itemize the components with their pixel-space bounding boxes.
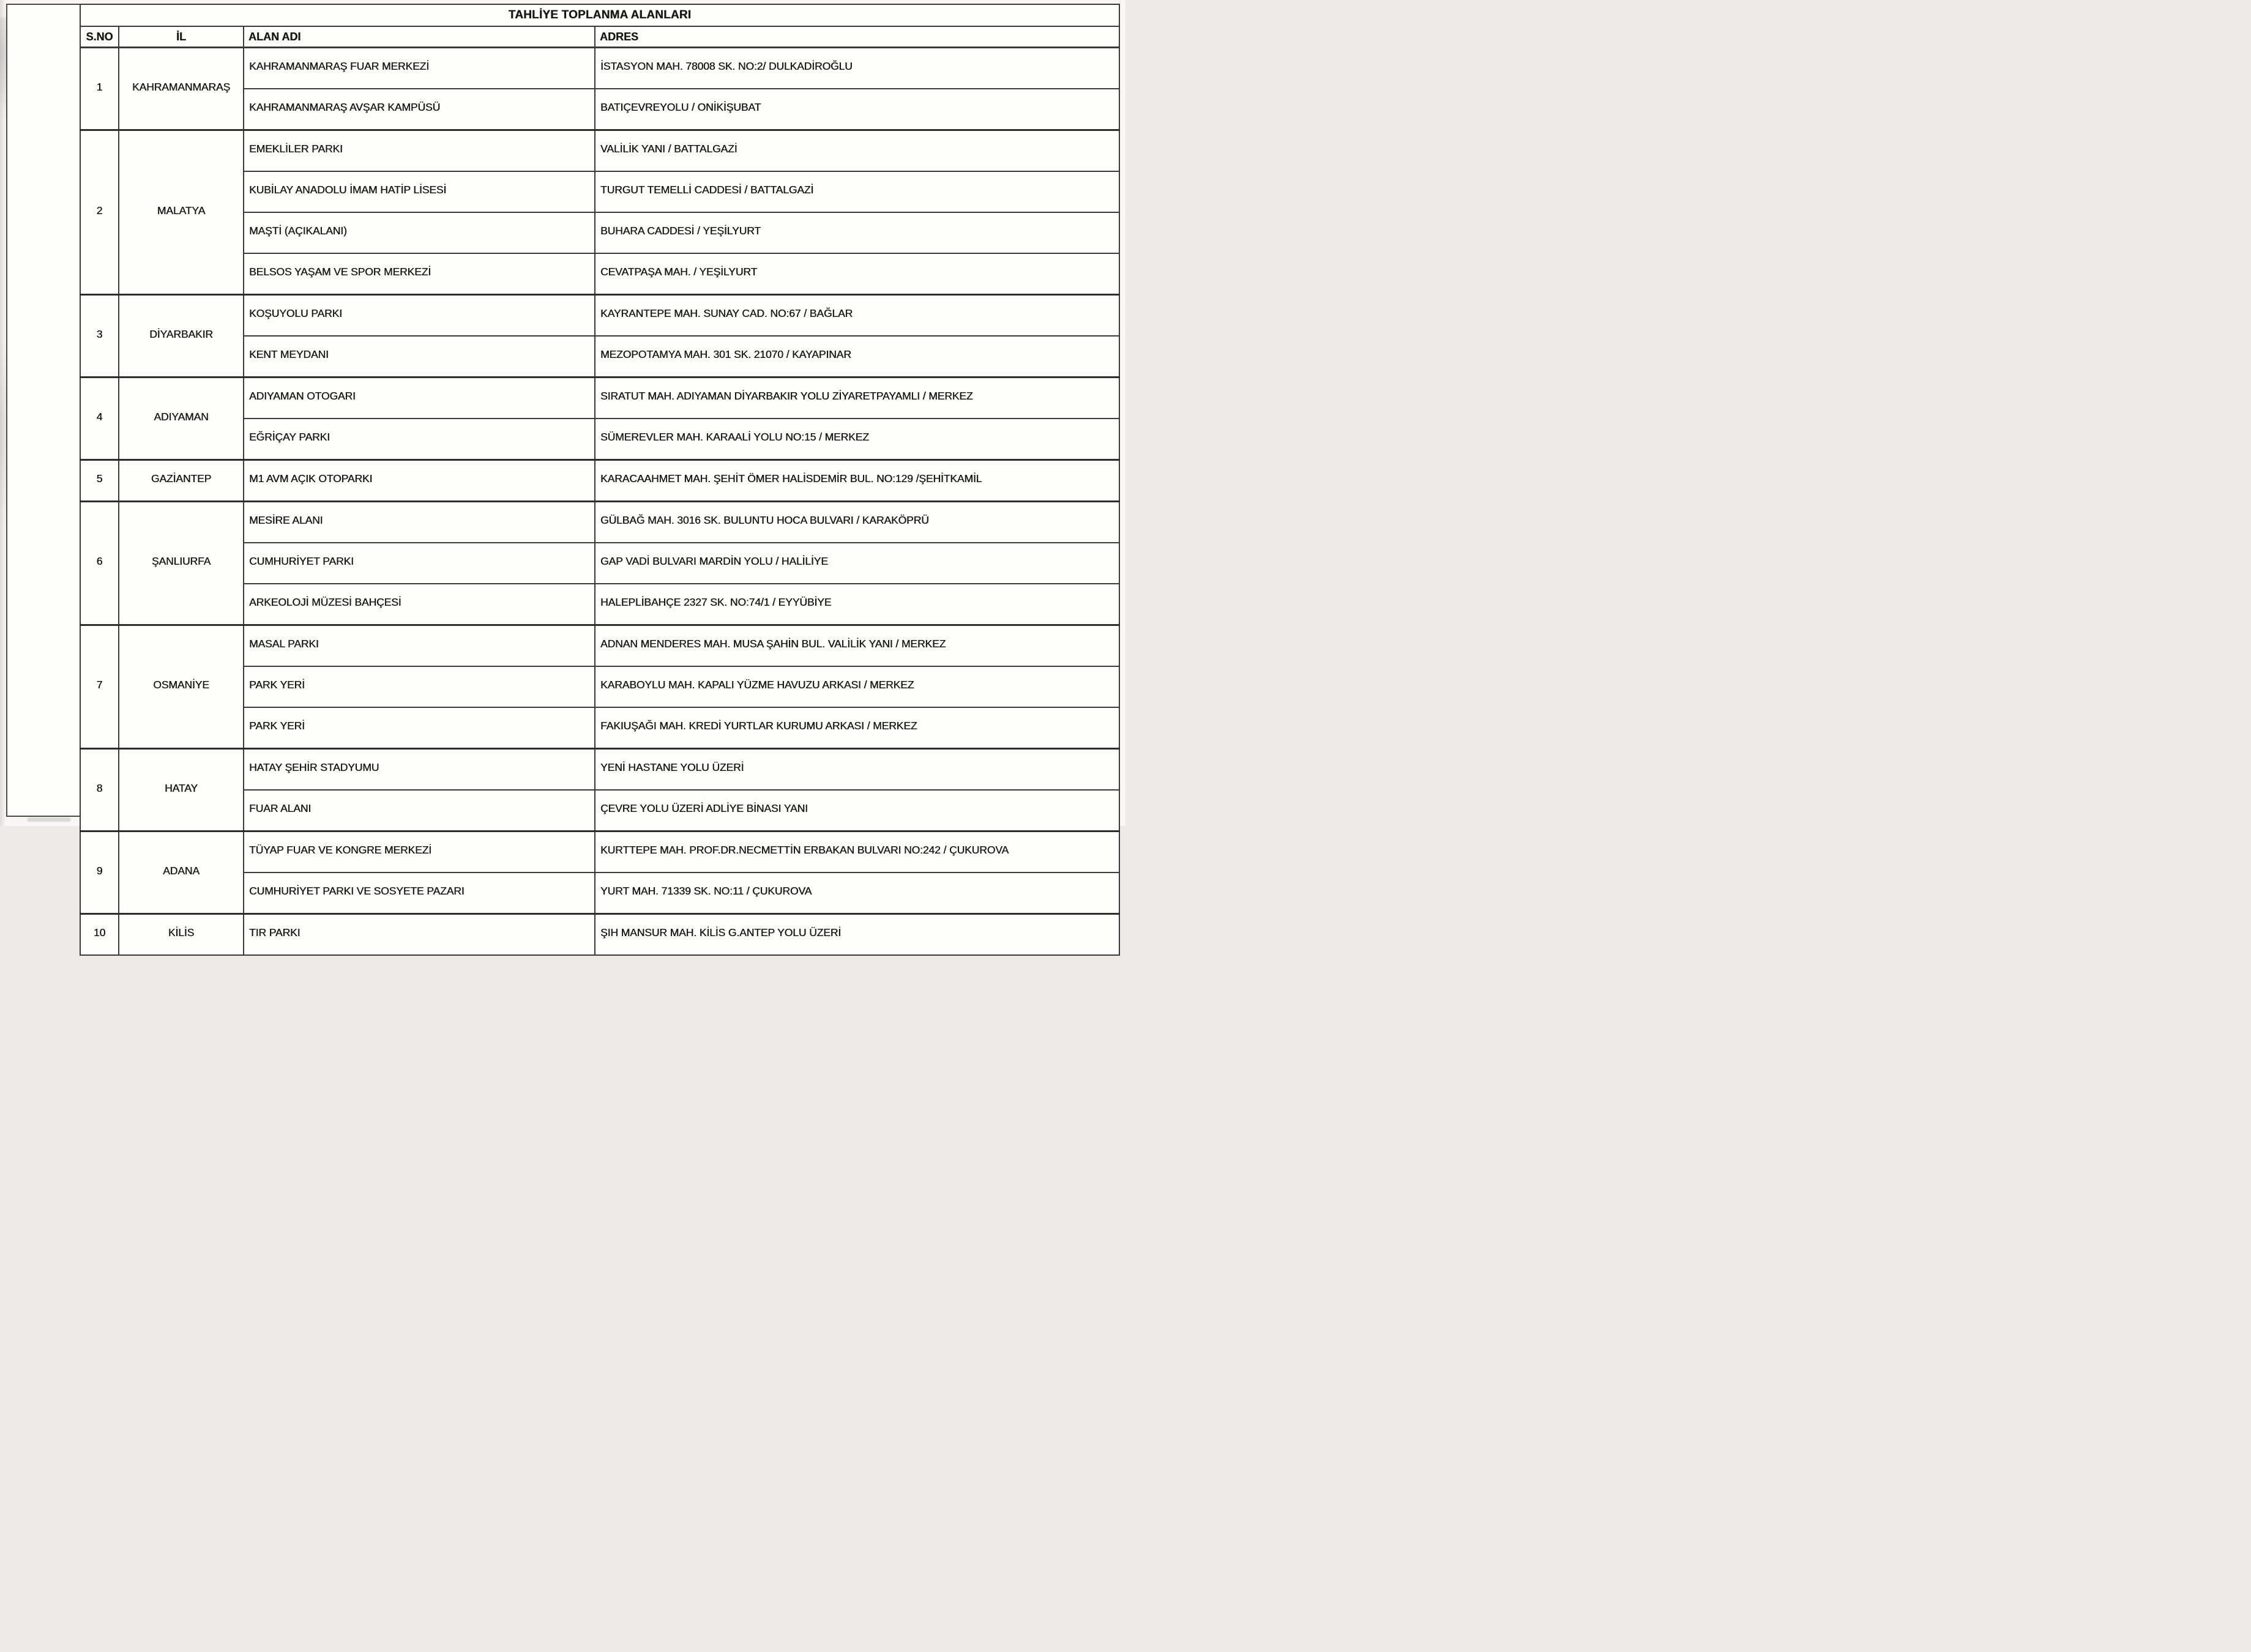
cell-address: SÜMEREVLER MAH. KARAALİ YOLU NO:15 / MERKEZ	[595, 419, 1119, 460]
cell-area-name: M1 AVM AÇIK OTOPARKI	[244, 460, 595, 502]
cell-area-name: PARK YERİ	[244, 666, 595, 707]
cell-province: ADIYAMAN	[119, 378, 244, 460]
table-row	[80, 130, 1119, 172]
cell-area-name: MAŞTİ (AÇIKALANI)	[244, 212, 595, 253]
cell-province: DİYARBAKIR	[119, 295, 244, 378]
column-header-alan: ALAN ADI	[244, 26, 595, 48]
table-header-row	[80, 26, 1119, 48]
cell-serial-no: 10	[80, 914, 119, 956]
cell-address: MEZOPOTAMYA MAH. 301 SK. 21070 / KAYAPINAR	[595, 336, 1119, 378]
cell-province: HATAY	[119, 749, 244, 832]
column-header-il: İL	[119, 26, 244, 48]
cell-address: SIRATUT MAH. ADIYAMAN DİYARBAKIR YOLU ZİYARETPAYAMLI / MERKEZ	[595, 378, 1119, 419]
cell-area-name: FUAR ALANI	[244, 790, 595, 832]
cell-address: GÜLBAĞ MAH. 3016 SK. BULUNTU HOCA BULVARI / KARAKÖPRÜ	[595, 502, 1119, 543]
cell-address: ÇEVRE YOLU ÜZERİ ADLİYE BİNASI YANI	[595, 790, 1119, 832]
cell-serial-no: 6	[80, 502, 119, 625]
cell-province: GAZİANTEP	[119, 460, 244, 502]
cell-serial-no: 2	[80, 130, 119, 295]
table-title: TAHLİYE TOPLANMA ALANLARI	[80, 4, 1119, 26]
column-header-sno: S.NO	[80, 26, 119, 48]
cell-address: CEVATPAŞA MAH. / YEŞİLYURT	[595, 253, 1119, 295]
cell-province: OSMANİYE	[119, 625, 244, 749]
cell-address: HALEPLİBAHÇE 2327 SK. NO:74/1 / EYYÜBİYE	[595, 584, 1119, 625]
cell-address: BATIÇEVREYOLU / ONİKİŞUBAT	[595, 89, 1119, 130]
cell-province: ADANA	[119, 832, 244, 914]
cell-area-name: KAHRAMANMARAŞ FUAR MERKEZİ	[244, 48, 595, 89]
cell-area-name: KOŞUYOLU PARKI	[244, 295, 595, 337]
cell-area-name: TÜYAP FUAR VE KONGRE MERKEZİ	[244, 832, 595, 873]
scanned-document-page	[0, 0, 1126, 939]
cell-address: KARACAAHMET MAH. ŞEHİT ÖMER HALİSDEMİR BUL. NO:129 /ŞEHİTKAMİL	[595, 460, 1119, 502]
cell-address: İSTASYON MAH. 78008 SK. NO:2/ DULKADİROĞLU	[595, 48, 1119, 89]
assembly-areas-table	[80, 4, 1120, 956]
cell-area-name: PARK YERİ	[244, 707, 595, 749]
cell-area-name: CUMHURİYET PARKI VE SOSYETE PAZARI	[244, 873, 595, 914]
cell-address: GAP VADİ BULVARI MARDİN YOLU / HALİLİYE	[595, 543, 1119, 584]
cell-area-name: KAHRAMANMARAŞ AVŞAR KAMPÜSÜ	[244, 89, 595, 130]
cell-province: KAHRAMANMARAŞ	[119, 48, 244, 130]
cell-area-name: HATAY ŞEHİR STADYUMU	[244, 749, 595, 791]
cell-area-name: EĞRİÇAY PARKI	[244, 419, 595, 460]
cell-area-name: MESİRE ALANI	[244, 502, 595, 543]
cell-address: KURTTEPE MAH. PROF.DR.NECMETTİN ERBAKAN BULVARI NO:242 / ÇUKUROVA	[595, 832, 1119, 873]
cell-area-name: KENT MEYDANI	[244, 336, 595, 378]
cell-address: FAKIUŞAĞI MAH. KREDİ YURTLAR KURUMU ARKASI / MERKEZ	[595, 707, 1119, 749]
cell-address: VALİLİK YANI / BATTALGAZİ	[595, 130, 1119, 172]
table-title-row	[80, 4, 1119, 26]
table-row	[80, 502, 1119, 543]
cell-area-name: ARKEOLOJİ MÜZESİ BAHÇESİ	[244, 584, 595, 625]
table-row	[80, 914, 1119, 956]
cell-province: ŞANLIURFA	[119, 502, 244, 625]
table-row	[80, 48, 1119, 89]
cell-serial-no: 1	[80, 48, 119, 130]
cell-serial-no: 7	[80, 625, 119, 749]
cell-area-name: MASAL PARKI	[244, 625, 595, 667]
cell-address: ADNAN MENDERES MAH. MUSA ŞAHİN BUL. VALİLİK YANI / MERKEZ	[595, 625, 1119, 667]
cell-serial-no: 8	[80, 749, 119, 832]
cell-address: YURT MAH. 71339 SK. NO:11 / ÇUKUROVA	[595, 873, 1119, 914]
cell-address: KAYRANTEPE MAH. SUNAY CAD. NO:67 / BAĞLAR	[595, 295, 1119, 337]
cell-address: KARABOYLU MAH. KAPALI YÜZME HAVUZU ARKASI / MERKEZ	[595, 666, 1119, 707]
cell-area-name: EMEKLİLER PARKI	[244, 130, 595, 172]
cell-address: TURGUT TEMELLİ CADDESİ / BATTALGAZİ	[595, 171, 1119, 212]
cell-address: ŞIH MANSUR MAH. KİLİS G.ANTEP YOLU ÜZERİ	[595, 914, 1119, 956]
table-row	[80, 460, 1119, 502]
cell-area-name: CUMHURİYET PARKI	[244, 543, 595, 584]
cell-serial-no: 3	[80, 295, 119, 378]
cell-serial-no: 4	[80, 378, 119, 460]
table-row	[80, 832, 1119, 873]
cell-province: KİLİS	[119, 914, 244, 956]
table-row	[80, 749, 1119, 791]
cell-area-name: TIR PARKI	[244, 914, 595, 956]
cell-area-name: ADIYAMAN OTOGARI	[244, 378, 595, 419]
cell-address: YENİ HASTANE YOLU ÜZERİ	[595, 749, 1119, 791]
table-row	[80, 625, 1119, 667]
column-header-adres: ADRES	[595, 26, 1119, 48]
table-row	[80, 378, 1119, 419]
cell-area-name: BELSOS YAŞAM VE SPOR MERKEZİ	[244, 253, 595, 295]
cell-serial-no: 5	[80, 460, 119, 502]
cell-serial-no: 9	[80, 832, 119, 914]
table-row	[80, 295, 1119, 337]
cell-province: MALATYA	[119, 130, 244, 295]
cell-address: BUHARA CADDESİ / YEŞİLYURT	[595, 212, 1119, 253]
cell-area-name: KUBİLAY ANADOLU İMAM HATİP LİSESİ	[244, 171, 595, 212]
